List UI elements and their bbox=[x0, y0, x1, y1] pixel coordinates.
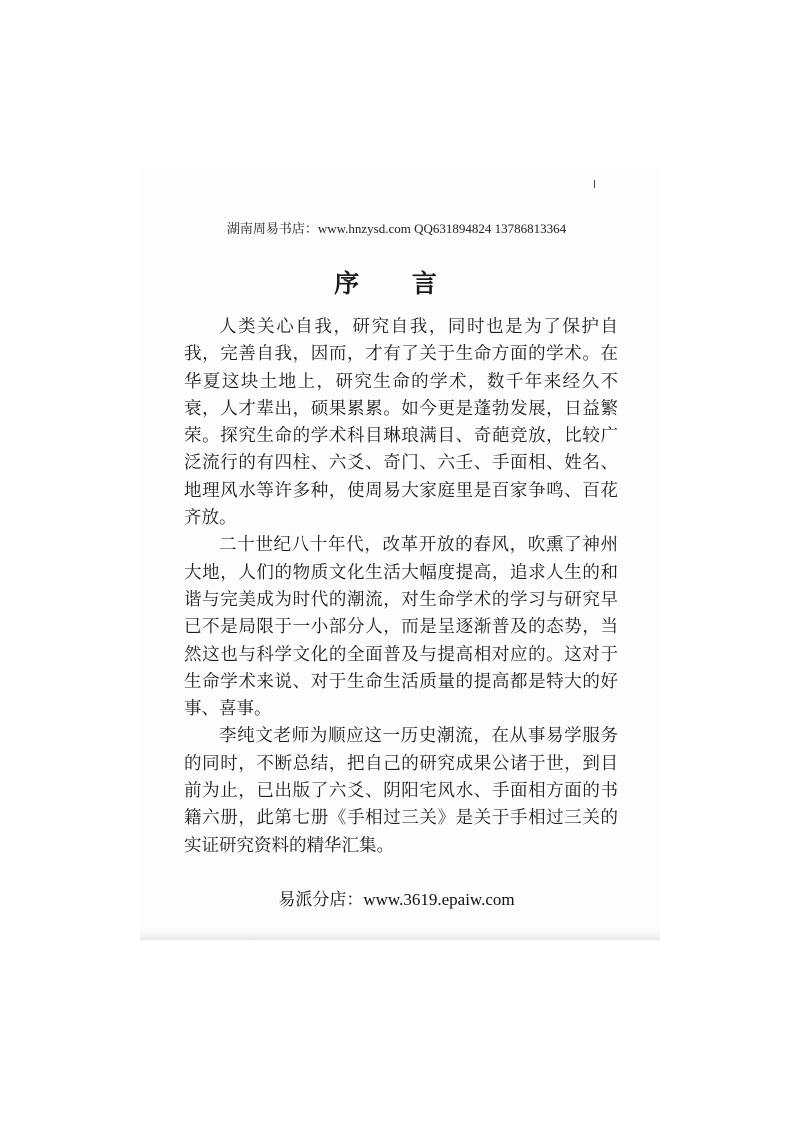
paragraph-1: 人类关心自我，研究自我，同时也是为了保护自我，完善自我，因而，才有了关于生命方面的学术。在华夏这块土地上，研究生命的学术，数千年来经久不衰，人才辈出，硕果累累。如今更是蓬勃发展，日益繁荣。探究生命的学术科目琳琅满目、奇葩竞放，比较广泛流行的有四柱、六爻、奇门、六壬、手面相、姓名、地理风水等许多种，使周易大家庭里是百家争鸣、百花齐放。 bbox=[184, 317, 618, 529]
page-mark bbox=[594, 180, 595, 188]
header-watermark: 湖南周易书店：www.hnzysd.com QQ631894824 13786813364 bbox=[226, 221, 567, 236]
page-title: 序 言 bbox=[334, 269, 459, 298]
paragraph-3: 李纯文老师为顺应这一历史潮流，在从事易学服务的同时，不断总结，把自己的研究成果公诸于世，到目前为止，已出版了六爻、阴阳宅风水、手面相方面的书籍六册，此第七册《手相过三关》是关于手相过三关的实证研究资料的精华汇集。 bbox=[184, 726, 618, 856]
body-text bbox=[184, 314, 618, 860]
paragraph-2: 二十世纪八十年代，改革开放的春风，吹熏了神州大地，人们的物质文化生活大幅度提高，追求人生的和谐与完美成为时代的潮流，对生命学术的学习与研究早已不是局限于一小部分人，而是呈逐渐普及的态势，当然这也与科学文化的全面普及与提高相对应的。这对于生命学术来说、对于生命生活质量的提高都是特大的好事、喜事。 bbox=[184, 535, 618, 720]
footer-watermark: 易派分店：www.3619.epaiw.com bbox=[278, 890, 515, 909]
